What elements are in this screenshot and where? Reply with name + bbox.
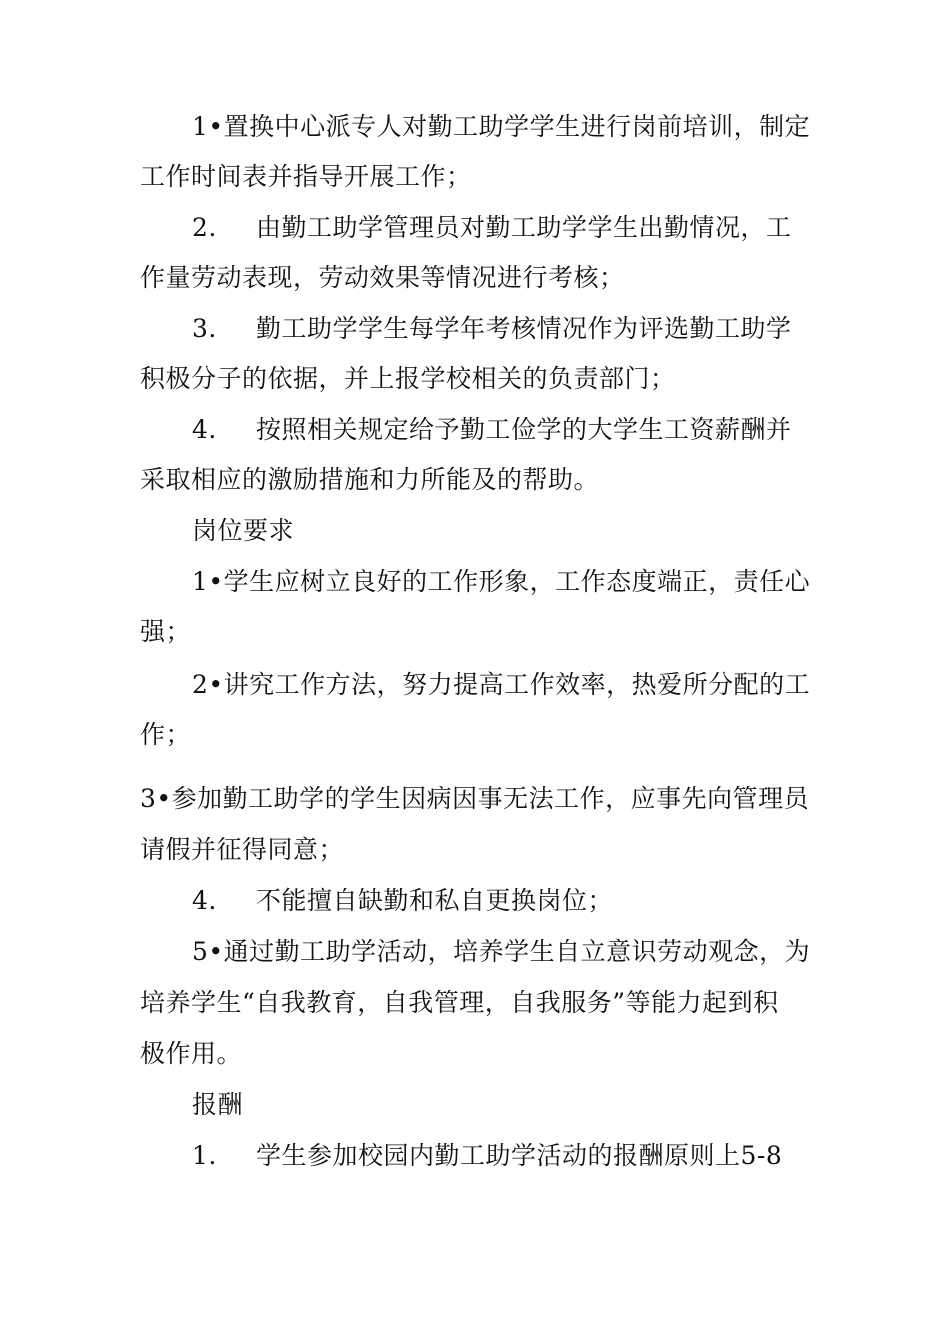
numbered-item xyxy=(192,314,892,344)
heading-text: 报酬 xyxy=(192,1090,244,1119)
line-text: 请假并征得同意； xyxy=(140,835,345,864)
paragraph-line xyxy=(192,567,892,597)
paragraph-line xyxy=(140,835,840,865)
line-text: 按照相关规定给予勤工俭学的大学生工资薪酬并 xyxy=(256,415,792,444)
line-text: 工作时间表并指导开展工作； xyxy=(140,162,472,191)
line-text: 2•讲究工作方法，努力提高工作效率，热爱所分配的工 xyxy=(192,670,811,699)
numbered-item xyxy=(192,213,892,243)
paragraph-line xyxy=(140,720,840,750)
paragraph-line xyxy=(192,670,892,700)
item-number: 4. xyxy=(192,415,217,444)
line-text: 1•学生应树立良好的工作形象，工作态度端正，责任心 xyxy=(192,567,811,596)
line-text: 采取相应的激励措施和力所能及的帮助。 xyxy=(140,465,600,494)
line-text: 培养学生“自我教育，自我管理，自我服务”等能力起到积 xyxy=(140,988,779,1017)
paragraph-line xyxy=(140,784,840,814)
line-text: 1•置换中心派专人对勤工助学学生进行岗前培训，制定 xyxy=(192,112,811,141)
paragraph-line xyxy=(140,465,840,495)
line-text: 作量劳动表现，劳动效果等情况进行考核； xyxy=(140,263,625,292)
line-text: 极作用。 xyxy=(140,1039,243,1068)
paragraph-line xyxy=(140,1039,840,1069)
paragraph-line xyxy=(140,364,840,394)
numbered-item xyxy=(192,1141,892,1171)
paragraph-line xyxy=(140,617,840,647)
paragraph-line xyxy=(192,112,892,142)
line-text: 不能擅自缺勤和私自更换岗位； xyxy=(256,886,614,915)
line-text: 学生参加校园内勤工助学活动的报酬原则上5-8 xyxy=(256,1141,783,1170)
item-number: 4. xyxy=(192,886,217,915)
section-heading xyxy=(192,1090,892,1120)
line-text: 积极分子的依据，并上报学校相关的负责部门； xyxy=(140,364,676,393)
paragraph-line xyxy=(192,937,892,967)
item-number: 1. xyxy=(192,1141,217,1170)
item-number: 3. xyxy=(192,314,217,343)
line-text: 强； xyxy=(140,617,192,646)
paragraph-line xyxy=(140,988,840,1018)
section-heading xyxy=(192,516,892,546)
paragraph-line xyxy=(140,263,840,293)
line-text: 5•通过勤工助学活动，培养学生自立意识劳动观念，为 xyxy=(192,937,811,966)
line-text: 3•参加勤工助学的学生因病因事无法工作，应事先向管理员 xyxy=(140,784,810,813)
line-text: 由勤工助学管理员对勤工助学学生出勤情况，工 xyxy=(256,213,792,242)
heading-text: 岗位要求 xyxy=(192,516,295,545)
numbered-item xyxy=(192,415,892,445)
line-text: 作； xyxy=(140,720,192,749)
line-text: 勤工助学学生每学年考核情况作为评选勤工助学 xyxy=(256,314,792,343)
numbered-item xyxy=(192,886,892,916)
item-number: 2. xyxy=(192,213,217,242)
paragraph-line xyxy=(140,162,840,192)
